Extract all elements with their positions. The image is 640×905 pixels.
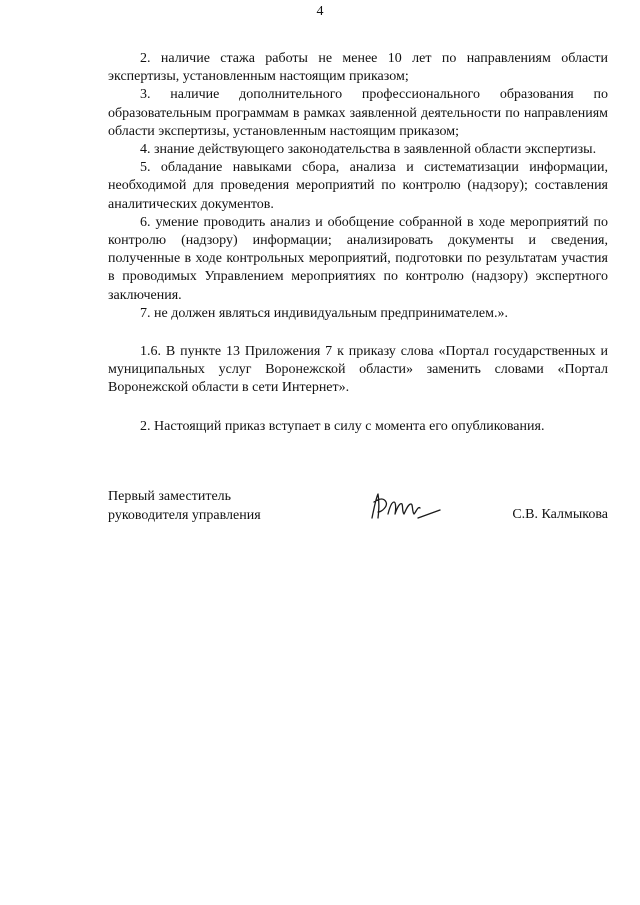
paragraph-clause-2: 2. Настоящий приказ вступает в силу с момента его опубликования. xyxy=(140,418,545,434)
signer-title-line-2: руководителя управления xyxy=(108,507,261,523)
paragraph-item-2: 2. наличие стажа работы не менее 10 лет по направлениям области экспертизы, установленным настоящим приказом; xyxy=(108,51,608,85)
signer-name: С.В. Калмыкова xyxy=(512,507,608,522)
document-body xyxy=(108,50,608,436)
handwritten-signature-icon xyxy=(366,488,446,524)
page-number: 4 xyxy=(316,4,324,19)
paragraph-item-4: 4. знание действующего законодательства в заявленной области экспертизы. xyxy=(140,142,597,158)
signer-title xyxy=(108,488,261,525)
paragraph-item-3: 3. наличие дополнительного профессионального образования по образовательным программам в рамках заявленной деятельности по направлениям области экспертизы, установленным настоящим приказом; xyxy=(108,87,608,139)
paragraph-item-6: 6. умение проводить анализ и обобщение собранной в ходе мероприятий по контролю (надзору) информации; анализировать документы и сведения, полученные в ходе контрольных мероприятий, подготовки по результатам участия в проводимых Управлением мероприятиях по контролю (надзору) экспертного заключения. xyxy=(108,214,608,303)
paragraph-clause-1-6: 1.6. В пункте 13 Приложения 7 к приказу слова «Портал государственных и муниципальных услуг Воронежской области» заменить словами «Портал Воронежской области в сети Интернет». xyxy=(108,344,608,396)
paragraph-item-7: 7. не должен являться индивидуальным предпринимателем.». xyxy=(140,305,508,321)
paragraph-item-5: 5. обладание навыками сбора, анализа и систематизации информации, необходимой для проведения мероприятий по контролю (надзору); составления аналитических документов. xyxy=(108,160,608,212)
signature-block xyxy=(108,488,608,538)
signer-title-line-1: Первый заместитель xyxy=(108,489,232,504)
